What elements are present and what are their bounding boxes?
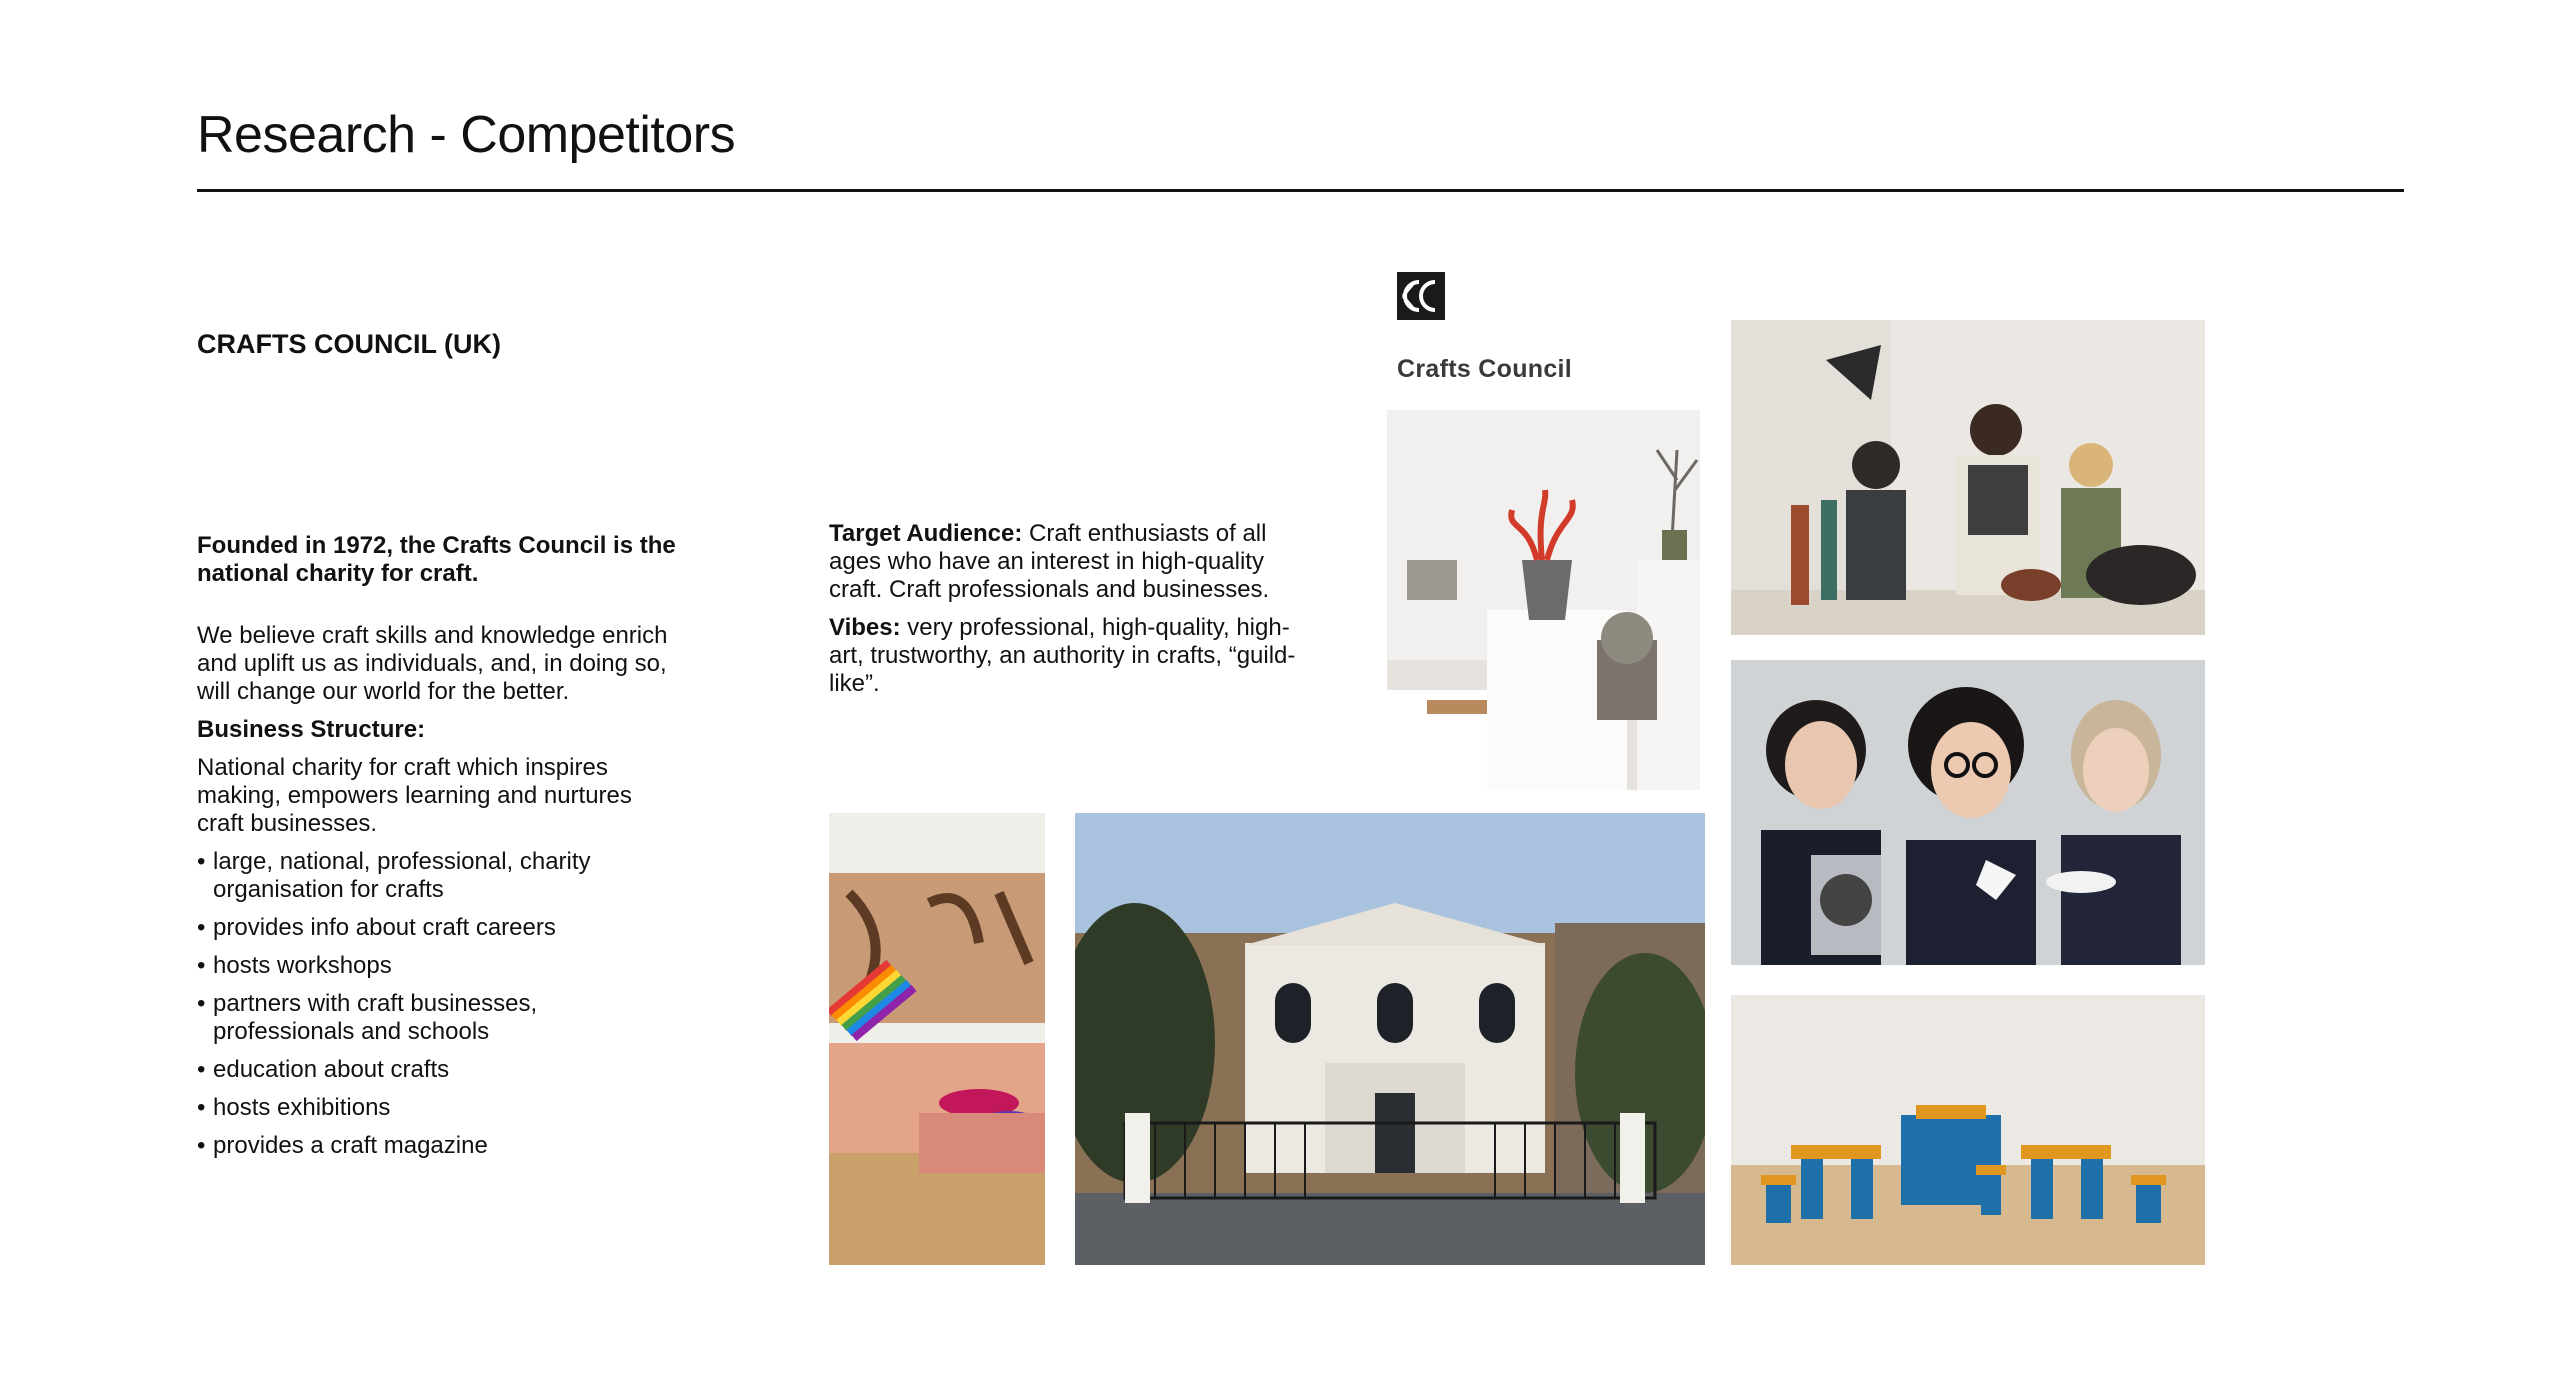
three-women-holding-objects-photo xyxy=(1731,660,2205,965)
list-item: • hosts workshops xyxy=(197,952,392,979)
vibes: Vibes: very professional, high-quality, high-art, trustworthy, an authority in crafts, “guild-like”. xyxy=(829,614,1296,697)
list-item: • provides info about craft careers xyxy=(197,914,556,941)
logo-wordmark: Crafts Council xyxy=(1397,355,1573,383)
belief-text: We believe craft skills and knowledge enrich and uplift us as individuals, and, in doing so, will change our world for the better. xyxy=(197,622,668,705)
feature-list xyxy=(197,848,677,1160)
section-heading: CRAFTS COUNCIL (UK) xyxy=(197,329,501,359)
people-examining-ceramics-photo xyxy=(1731,320,2205,635)
list-item: • partners with craft businesses, professionals and schools xyxy=(197,990,538,1045)
page-title: Research - Competitors xyxy=(197,106,736,164)
target-audience: Target Audience: Craft enthusiasts of all ages who have an interest in high-quality craft. Craft professionals and businesses. xyxy=(829,520,1270,603)
list-item: • hosts exhibitions xyxy=(197,1094,391,1121)
list-item: • large, national, professional, charity organisation for crafts xyxy=(197,848,591,903)
gallery-interior-photo xyxy=(829,813,1045,1265)
founded-text: Founded in 1972, the Crafts Council is the national charity for craft. xyxy=(197,532,676,587)
blue-orange-furniture-photo xyxy=(1731,995,2205,1265)
structure-text: National charity for craft which inspires making, empowers learning and nurtures craft businesses. xyxy=(197,754,632,837)
pedestals-photo xyxy=(1387,410,1700,790)
audience-column xyxy=(829,520,1309,708)
structure-label: Business Structure: xyxy=(197,716,426,743)
title-divider xyxy=(197,189,2404,192)
list-item: • provides a craft magazine xyxy=(197,1132,488,1159)
list-item: • education about crafts xyxy=(197,1056,450,1083)
intro-column xyxy=(197,532,677,1170)
crafts-council-logo-icon xyxy=(1397,272,1445,320)
crafts-council-gallery-building-photo xyxy=(1075,813,1705,1265)
